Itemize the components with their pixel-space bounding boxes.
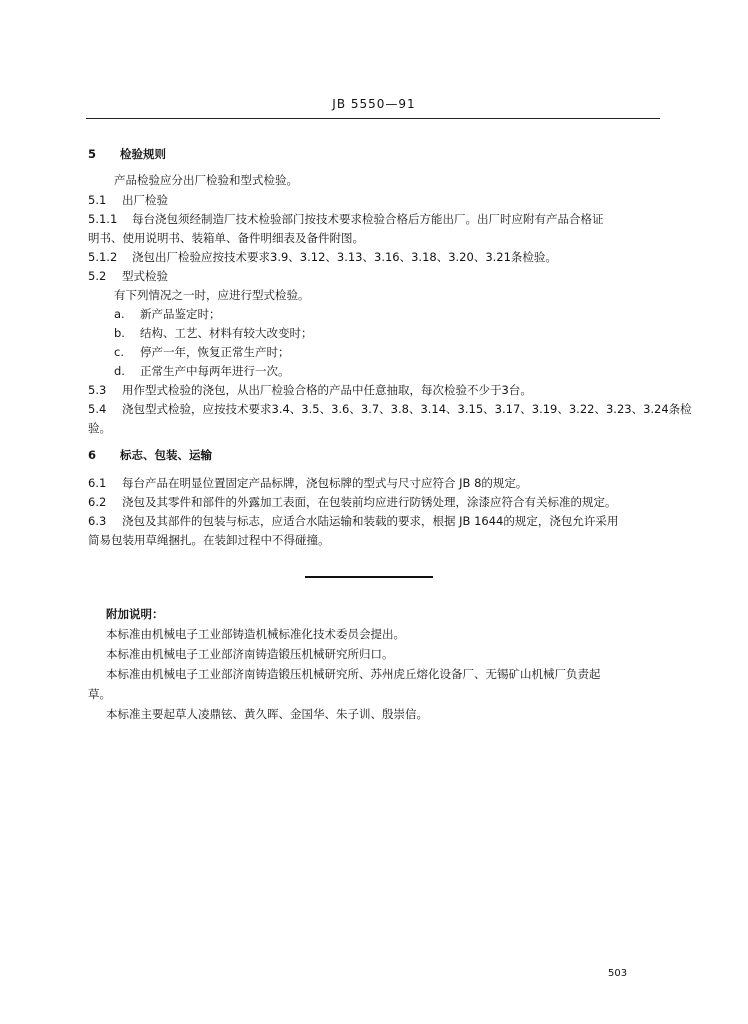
clause-5-1	[88, 192, 168, 208]
clause-5-3	[88, 382, 532, 398]
list-item-text: 新产品鉴定时；	[140, 307, 221, 321]
clause-6-2	[88, 494, 617, 510]
notes-line: 草。	[88, 687, 111, 701]
clause-5-1-2-text: 浇包出厂检验应按技术要求3.9、3.12、3.13、3.16、3.18、3.20、3.21条检验。	[132, 250, 557, 264]
list-item	[114, 325, 313, 341]
list-item	[114, 306, 221, 322]
clause-6-1-text: 每台产品在明显位置固定产品标牌，浇包标牌的型式与尺寸应符合 JB 8的规定。	[122, 476, 528, 490]
list-item-text: 结构、工艺、材料有较大改变时；	[140, 326, 313, 340]
clause-5-1-1-line2: 明书、使用说明书、装箱单、备件明细表及备件附图。	[88, 231, 364, 245]
list-item-mark: c.	[114, 345, 124, 359]
clause-5-4-text: 浇包型式检验，应按技术要求3.4、3.5、3.6、3.7、3.8、3.14、3.15、3.17、3.19、3.22、3.23、3.24条检	[122, 402, 692, 416]
end-rule	[305, 576, 433, 578]
clause-5-1-number: 5.1	[88, 193, 107, 207]
notes-line: 本标准由机械电子工业部济南铸造锻压机械研究所、苏州虎丘熔化设备厂、无锡矿山机械厂负责起	[106, 667, 601, 681]
clause-6-1	[88, 475, 527, 491]
clause-5-2-title: 型式检验	[122, 269, 168, 283]
section-6-title: 标志、包装、运输	[120, 448, 212, 462]
clause-5-3-text: 用作型式检验的浇包，从出厂检验合格的产品中任意抽取，每次检验不少于3台。	[122, 383, 532, 397]
clause-6-3-text: 浇包及其部件的包装与标志，应适合水陆运输和装载的要求，根据 JB 1644的规定，浇包允许采用	[122, 514, 619, 528]
clause-5-1-1-text: 每台浇包须经制造厂技术检验部门按技术要求检验合格后方能出厂。出厂时应附有产品合格证	[132, 212, 604, 226]
clause-6-3-line2: 简易包装用草绳捆扎。在装卸过程中不得碰撞。	[88, 533, 330, 547]
clause-5-1-2	[88, 249, 557, 265]
notes-line: 本标准由机械电子工业部铸造机械标准化技术委员会提出。	[106, 627, 405, 641]
section-6-heading	[88, 447, 212, 463]
clause-5-1-2-number: 5.1.2	[88, 250, 118, 264]
clause-6-2-number: 6.2	[88, 495, 107, 509]
notes-title: 附加说明：	[106, 607, 164, 621]
clause-6-3-line1	[88, 513, 618, 529]
section-5-number: 5	[88, 147, 97, 161]
clause-5-3-number: 5.3	[88, 383, 107, 397]
clause-5-4-number: 5.4	[88, 402, 107, 416]
clause-5-2-intro: 有下列情况之一时，应进行型式检验。	[114, 288, 310, 302]
section-5-intro: 产品检验应分出厂检验和型式检验。	[114, 173, 298, 187]
clause-5-2	[88, 268, 168, 284]
list-item-text: 正常生产中每两年进行一次。	[140, 364, 290, 378]
list-item	[114, 344, 290, 360]
section-6-number: 6	[88, 448, 97, 462]
clause-5-2-number: 5.2	[88, 269, 107, 283]
list-item-text: 停产一年，恢复正常生产时；	[140, 345, 290, 359]
clause-5-4-line2: 验。	[88, 421, 111, 435]
clause-6-1-number: 6.1	[88, 476, 107, 490]
clause-6-2-text: 浇包及其零件和部件的外露加工表面，在包装前均应进行防锈处理，涂漆应符合有关标准的规定。	[122, 495, 617, 509]
standard-code-header: JB 5550—91	[332, 97, 416, 111]
clause-5-1-1-line1	[88, 211, 604, 227]
notes-line: 本标准主要起草人凌鼎铉、黄久晖、金国华、朱子训、殷崇信。	[106, 707, 428, 721]
clause-5-4-line1	[88, 401, 692, 417]
list-item-mark: a.	[114, 307, 125, 321]
list-item-mark: d.	[114, 364, 125, 378]
clause-6-3-number: 6.3	[88, 514, 107, 528]
list-item-mark: b.	[114, 326, 125, 340]
list-item	[114, 363, 290, 379]
notes-line: 本标准由机械电子工业部济南铸造锻压机械研究所归口。	[106, 647, 394, 661]
section-5-title: 检验规则	[120, 147, 166, 161]
header-rule	[86, 118, 660, 119]
clause-5-1-1-number: 5.1.1	[88, 212, 118, 226]
section-5-heading	[88, 146, 166, 162]
page-number: 503	[608, 968, 628, 979]
clause-5-1-title: 出厂检验	[122, 193, 168, 207]
